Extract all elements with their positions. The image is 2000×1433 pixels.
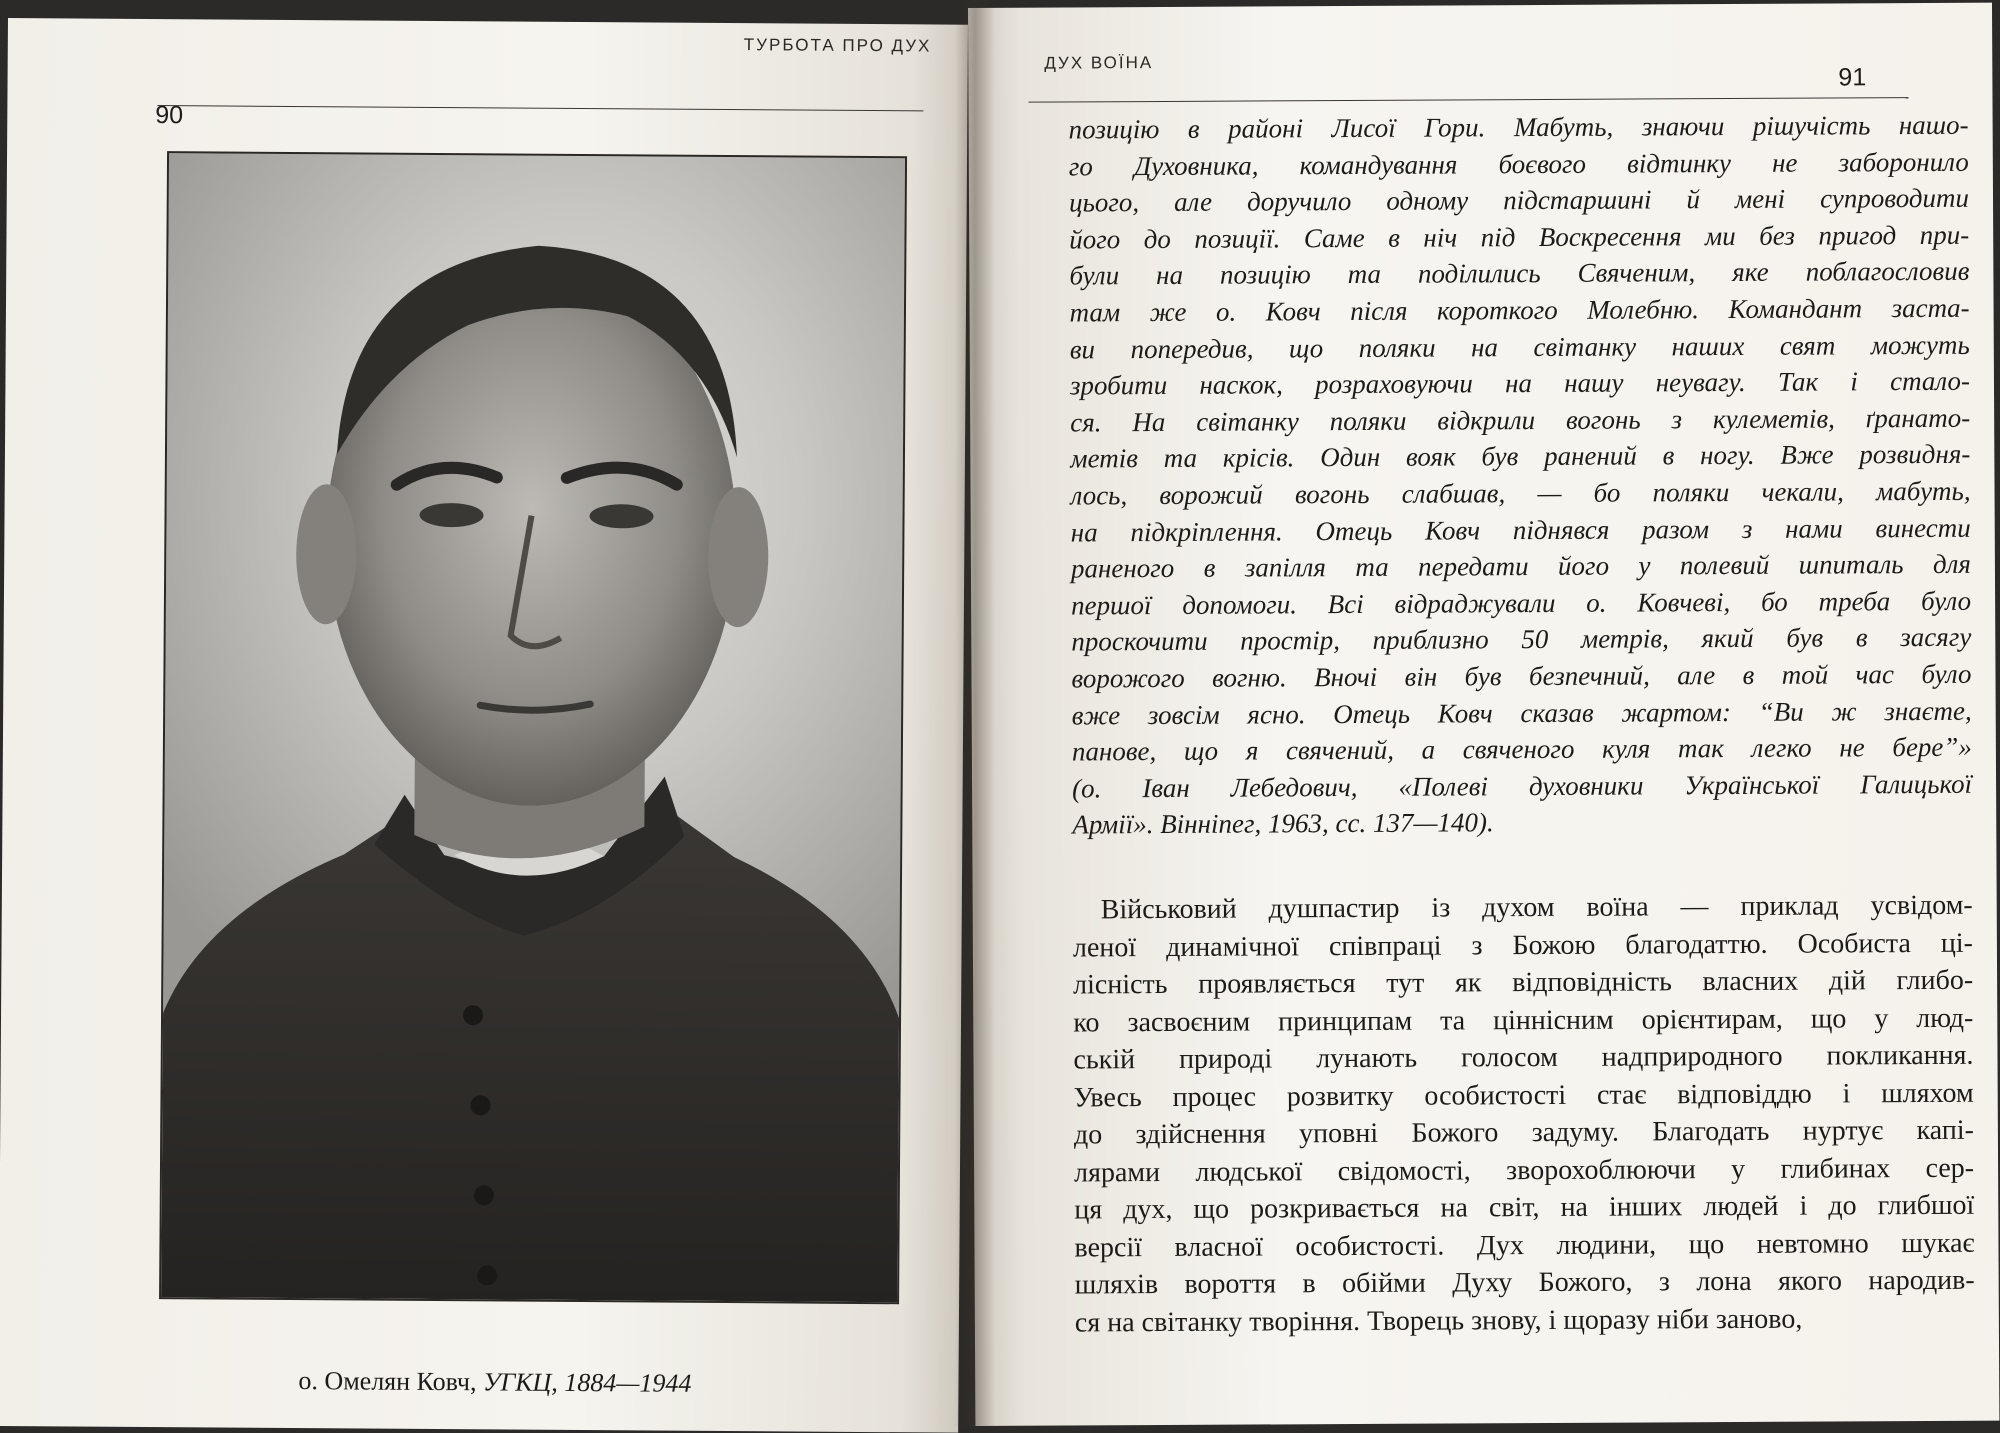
quote-block (1069, 107, 1973, 844)
quote-line: на підкріплення. Отець Ковч піднявся разом з нами винести (1070, 512, 1971, 548)
portrait-illustration (161, 153, 905, 1302)
portrait-photo (159, 151, 907, 1304)
quote-line: зробити наскок, розраховуючи на нашу неувагу. Так і стало- (1069, 365, 1971, 401)
book-gutter (955, 0, 995, 1426)
quote-line: проскочити простір, приблизно 50 метрів, який був в засягу (1071, 622, 1972, 657)
caption-details: УГКЦ, 1884—1944 (482, 1367, 692, 1398)
quote-line: го Духовника, командування боєвого відтинку не заборонило (1068, 146, 1969, 182)
quote-line: ся. На світанку поляки відкрили вогонь з кулеметів, ґранато- (1070, 402, 1971, 438)
body-line: шляхів вороття в обійми Духу Божого, з лона якого народив- (1074, 1264, 1975, 1301)
quote-line: були на позицію та поділились Свяченим, яке поблагословив (1069, 256, 1970, 291)
caption-name: о. Омелян Ковч, (298, 1366, 484, 1397)
left-running-head: ТУРБОТА ПРО ДУХ (743, 35, 932, 56)
quote-line: ви попередив, що поляки на світанку наших свят можуть (1069, 329, 1970, 365)
body-line: ко засвоєним принципам та ціннісним орієнтирам, що у люд- (1073, 1002, 1974, 1038)
quote-line: першої допомоги. Всі відраджували о. Ковчеві, бо треба було (1071, 585, 1972, 621)
body-line: до здійснення уповні Божого задуму. Благодать нуртує капі- (1073, 1114, 1974, 1151)
quote-line: раненого в запілля та передати його у полевий шпиталь для (1070, 548, 1972, 584)
photo-caption (298, 1366, 898, 1400)
quote-line: позицію в районі Лисої Гори. Мабуть, знаючи рішучість нашо- (1068, 109, 1969, 145)
quote-line: Армії». Вінніпег, 1963, сс. 137—140). (1072, 807, 1494, 840)
body-line: Увесь процес розвитку особистості стає відповіддю і шляхом (1073, 1077, 1974, 1113)
right-page (968, 3, 1999, 1426)
body-line: ся на світанку творіння. Творець знову, і щоразу ніби заново, (1074, 1303, 1803, 1338)
left-header-rule (157, 105, 923, 111)
right-header-rule (1028, 97, 1908, 103)
quote-line: там же о. Ковч після короткого Молебню. Командант застa- (1069, 292, 1970, 328)
body-line: лісність проявляється тут як відповідність власних дій глибо- (1073, 964, 1974, 1001)
quote-line: (о. Іван Лебедович, «Полеві духовники Української Галицької (1072, 768, 1973, 804)
left-page (0, 18, 968, 1433)
quote-line: вже зовсім ясно. Отець Ковч сказав жартом: “Ви ж знаєте, (1071, 695, 1972, 730)
body-line: лярами людської свідомості, зворохоблюючи у глибинах сер- (1074, 1152, 1975, 1188)
quote-line: цього, але доручило одному підстаршині й мені супроводити (1068, 182, 1970, 218)
quote-line: ворожого вогню. Вночі він був безпечний, але в той час було (1071, 658, 1972, 694)
body-line: ській природі лунають голосом надприродного покликання. (1073, 1039, 1974, 1076)
body-line: ця дух, що розкривається на світ, на інших людей і до глибшої (1074, 1189, 1975, 1226)
body-line: Військовий душпастир із духом воїна — приклад усвідом- (1100, 889, 1973, 926)
left-page-number: 90 (155, 101, 184, 130)
right-page-number: 91 (1838, 63, 1867, 92)
body-paragraph (1073, 887, 1975, 1342)
body-line: версії власної особистості. Дух людини, що невтомно шукає (1074, 1227, 1975, 1263)
quote-line: його до позиції. Саме в ніч під Воскресення ми без пригод при- (1069, 219, 1970, 255)
quote-line: метів та крісів. Один вояк був ранений в ногу. Вже розвидня- (1070, 439, 1971, 474)
body-line: леної динамічної співпраці з Божою благодаттю. Особиста ці- (1072, 927, 1973, 963)
right-running-head: ДУХ ВОЇНА (1044, 53, 1154, 73)
quote-line: лось, ворожий вогонь слабшав, — бо поляки чекали, мабуть, (1070, 475, 1971, 511)
quote-line: панове, що я свячений, а свяченого куля так легко не бере”» (1071, 731, 1972, 767)
